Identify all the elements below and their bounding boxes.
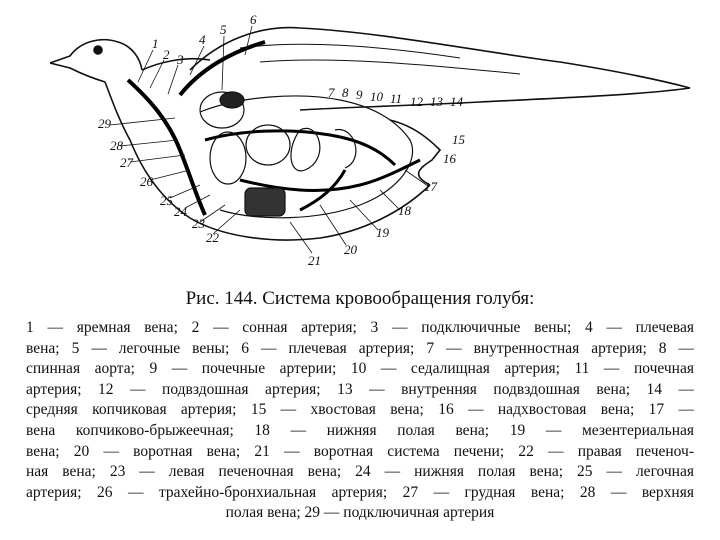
label-8: 8 [342,85,349,100]
label-13: 13 [430,94,443,109]
label-2: 2 [163,47,170,62]
label-18: 18 [398,203,411,218]
label-26: 26 [140,174,153,189]
label-7: 7 [328,85,335,100]
label-1: 1 [152,36,159,51]
legend-line: артерия; 26 — трахейно-бронхиальная артерия; 27 — грудная вена; 28 — верхняя [26,483,694,501]
label-10: 10 [370,89,383,104]
label-4: 4 [199,32,206,47]
label-9: 9 [356,87,363,102]
legend-line: средняя копчиковая артерия; 15 — хвостовая вена; 16 — надхвостовая вена; 17 — [26,401,694,419]
organs [200,92,356,216]
legend-line: 1 — яремная вена; 2 — сонная артерия; 3 — подключичные вены; 4 — плечевая [26,319,694,336]
label-25: 25 [160,193,173,208]
legend-line: вена; 5 — легочные вены; 6 — плечевая артерия; 7 — внутренностная артерия; 8 — [26,339,694,357]
label-6: 6 [250,12,257,27]
label-3: 3 [177,52,184,67]
label-12: 12 [410,94,423,109]
label-15: 15 [452,132,465,147]
legend-line: ная вена; 23 — левая печеночная вена; 24 — нижняя полая вена; 25 — легочная [26,463,694,481]
label-14: 14 [450,94,463,109]
label-29: 29 [98,116,111,131]
label-28: 28 [110,138,123,153]
bird-body-outline [50,28,690,240]
legend-line: спинная аорта; 9 — почечные артерии; 10 — седалищная артерия; 11 — почечная [26,360,694,378]
label-22: 22 [206,230,219,245]
legend-line: полая вена; 29 — подключичная артерия [225,504,495,522]
label-23: 23 [192,216,205,231]
label-5: 5 [220,22,227,37]
label-19: 19 [376,225,389,240]
label-17: 17 [424,179,437,194]
figure-caption-title: Рис. 144. Система кровообращения голубя: [185,288,535,309]
label-24: 24 [174,204,187,219]
label-16: 16 [443,151,456,166]
legend-line: вена копчиково-брыжеечная; 18 — нижняя полая вена; 19 — мезентериальная [26,421,694,439]
legend-line: артерия; 12 — подвздошная артерия; 13 — внутренняя подвздошная вена; 14 — [26,380,694,398]
label-20: 20 [344,242,357,257]
figure-legend [26,318,694,524]
legend-line: вена; 20 — воротная вена; 21 — воротная система печени; 22 — правая печеноч- [26,442,694,460]
label-27: 27 [120,155,133,170]
label-11: 11 [390,91,403,106]
label-21: 21 [308,253,321,268]
